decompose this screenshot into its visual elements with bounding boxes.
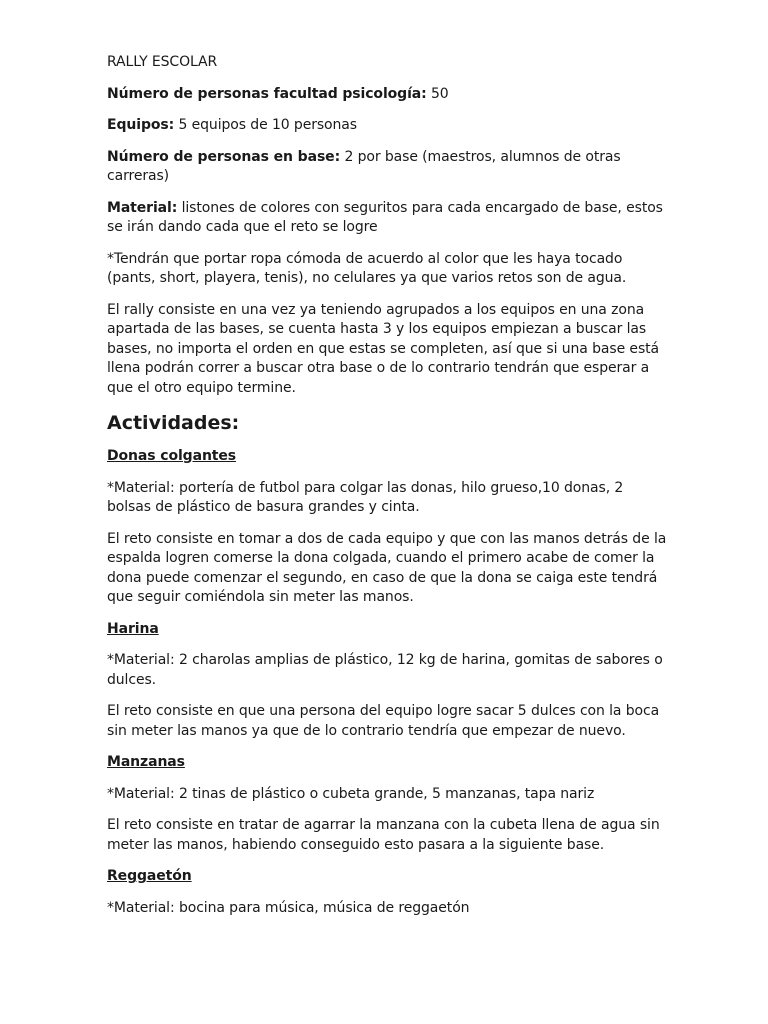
teams-label: Equipos: bbox=[107, 117, 175, 133]
material-value: listones de colores con seguritos para cada encargado de base, estos se irán dando cada que el reto se logre bbox=[107, 199, 663, 235]
base-staff-info bbox=[107, 148, 667, 187]
activity-material: *Material: 2 charolas amplias de plástico, 12 kg de harina, gomitas de sabores o dulces. bbox=[107, 652, 663, 688]
participants-count bbox=[107, 85, 667, 105]
activity-harina bbox=[107, 620, 667, 742]
material-label: Material: bbox=[107, 199, 178, 216]
activity-challenge: El reto consiste en tomar a dos de cada equipo y que con las manos detrás de la espalda logren comerse la dona colgada, cuando el primero acabe de comer la dona puede comenzar el segundo, en caso de que la dona se caiga este tendrá que seguir comiéndola sin meter las manos. bbox=[107, 530, 667, 605]
activity-title: Donas colgantes bbox=[107, 448, 237, 464]
teams-info bbox=[107, 116, 667, 136]
rally-description: El rally consiste en una vez ya teniendo agrupados a los equipos en una zona apartada de las bases, se cuenta hasta 3 y los equipos empiezan a buscar las bases, no importa el orden en que estas se completen, así que si una base está llena podrán correr a buscar otra base o de lo contrario tendrán que esperar a que el otro equipo termine. bbox=[107, 301, 660, 396]
activity-challenge: El reto consiste en tratar de agarrar la manzana con la cubeta llena de agua sin meter las manos, habiendo conseguido esto pasara a la siguiente base. bbox=[107, 817, 660, 853]
base-staff-value: 2 por base (maestros, alumnos de otras carreras) bbox=[107, 148, 621, 184]
activity-title: Reggaetón bbox=[107, 868, 192, 884]
base-staff-label: Número de personas en base: bbox=[107, 148, 341, 165]
activity-title: Manzanas bbox=[107, 754, 185, 770]
activity-material: *Material: 2 tinas de plástico o cubeta grande, 5 manzanas, tapa nariz bbox=[107, 785, 595, 802]
document-page bbox=[107, 53, 667, 930]
document-title: RALLY ESCOLAR bbox=[107, 54, 218, 70]
activity-donas-colgantes bbox=[107, 447, 667, 608]
participants-label: Número de personas facultad psicología: bbox=[107, 85, 427, 102]
activity-challenge: El reto consiste en que una persona del equipo logre sacar 5 dulces con la boca sin meter las manos ya que de lo contrario tendría que empezar de nuevo. bbox=[107, 703, 660, 739]
activity-title: Harina bbox=[107, 620, 159, 637]
participants-value: 50 bbox=[426, 85, 449, 102]
activity-material: *Material: bocina para música, música de reggaetón bbox=[107, 899, 470, 916]
teams-value: 5 equipos de 10 personas bbox=[174, 117, 357, 133]
activity-reggaeton bbox=[107, 867, 667, 918]
material-info bbox=[107, 199, 667, 238]
activity-manzanas bbox=[107, 753, 667, 855]
clothing-note: *Tendrán que portar ropa cómoda de acuerdo al color que les haya tocado (pants, short, playera, tenis), no celulares ya que varios retos son de agua. bbox=[107, 250, 627, 286]
activity-material: *Material: portería de futbol para colgar las donas, hilo grueso,10 donas, 2 bolsas de plástico de basura grandes y cinta. bbox=[107, 479, 624, 515]
activities-heading: Actividades: bbox=[107, 412, 240, 434]
